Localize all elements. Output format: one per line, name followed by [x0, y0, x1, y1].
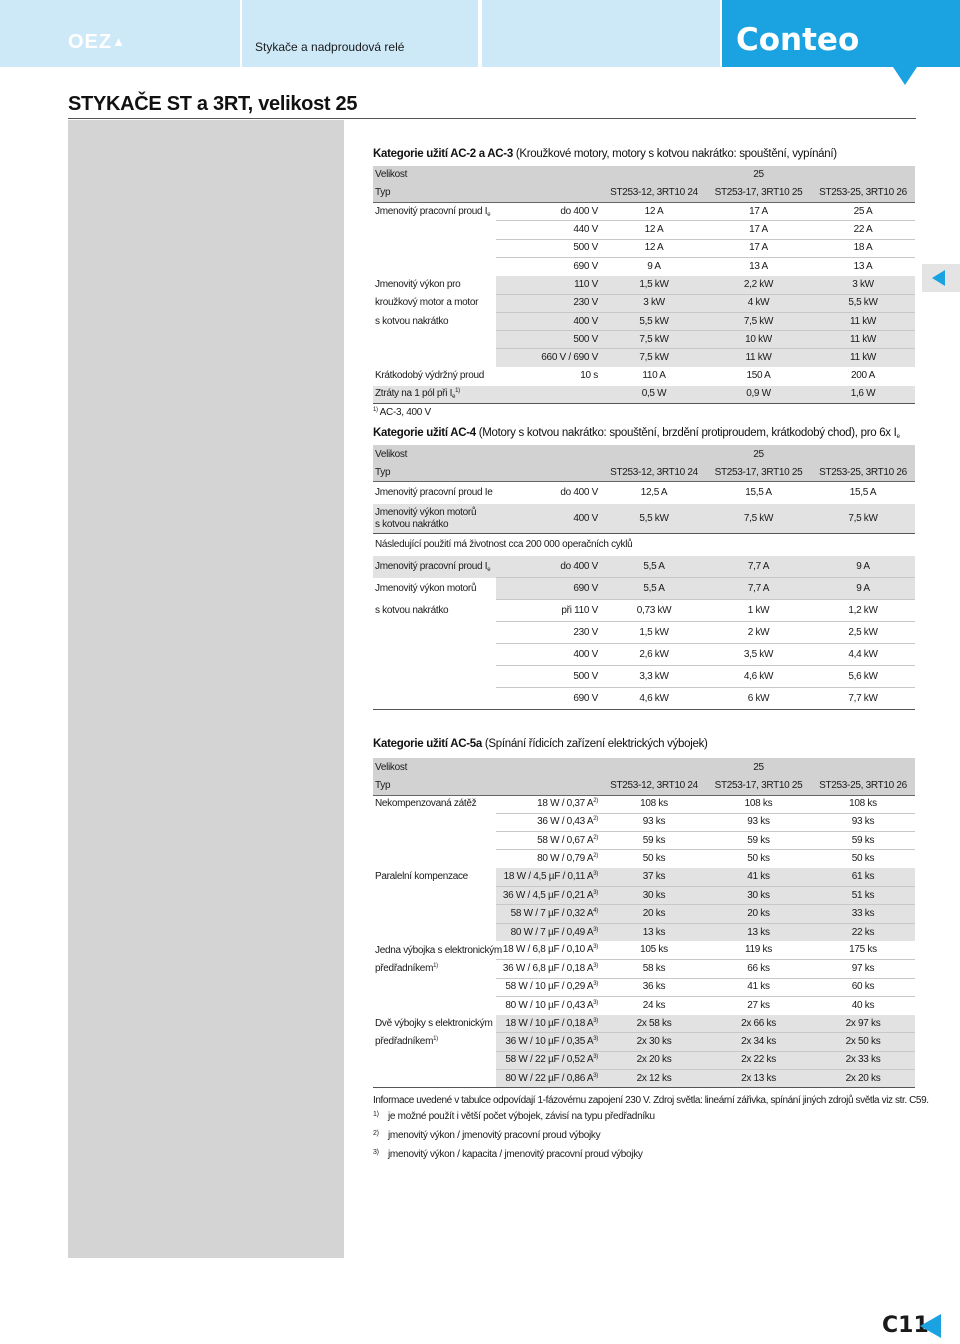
table-row: Jmenovitý výkon motorů 690 V 5,5 A 7,7 A 9 A: [373, 578, 915, 600]
table-row: 58 W / 22 µF / 0,52 $A^{3)}$ 2x 20 ks 2x 22 ks 2x 33 ks: [373, 1051, 915, 1069]
table-row: Jmenovitý výkon pro 110 V 1,5 kW 2,2 kW 3 kW: [373, 276, 915, 294]
ac5a-section-title: Kategorie užití AC-5a (Spínání řídicích zařízení elektrických výbojek): [373, 738, 708, 751]
life-note-row: Následující použití má životnost cca 200 000 operačních cyklů: [375, 539, 633, 551]
title-divider: [68, 118, 916, 119]
ac23-type-row: Typ ST253-12, 3RT10 24 ST253-17, 3RT10 25 ST253-25, 3RT10 26: [373, 184, 915, 202]
table-row: 80 W / 7 µF / 0,49 $A^{3)}$ 13 ks 13 ks 22 ks: [373, 923, 915, 941]
ac5a-type-row: Typ ST253-12, 3RT10 24 ST253-17, 3RT10 25 ST253-25, 3RT10 26: [373, 777, 915, 795]
table-row: 230 V 1,5 kW 2 kW 2,5 kW: [373, 622, 915, 644]
table-row: 58 W / 0,67 $A^{2)}$ 59 ks 59 ks 59 ks: [373, 832, 915, 850]
table-row: Dvě výbojky s elektronickým 18 W / 10 µF / 0,18 $A^{3)}$ 2x 58 ks 2x 66 ks 2x 97 ks: [373, 1015, 915, 1033]
left-image-panel: [68, 120, 344, 1258]
footnote-1: 1) je možné použít i větší počet výbojek, závisí na typu předřadníku: [373, 1111, 655, 1123]
page-title: STYKAČE ST a 3RT, velikost 25: [68, 93, 358, 115]
table-row: s kotvou nakrátko 400 V 5,5 kW 7,5 kW 11 kW: [373, 312, 915, 330]
table-row: předřadníkem$^{1)}$ 36 W / 6,8 µF / 0,18 $A^{3)}$ 58 ks 66 ks 97 ks: [373, 960, 915, 978]
logo-triangle-icon: ▲: [112, 34, 126, 49]
table-row: předřadníkem$^{1)}$ 36 W / 10 µF / 0,35 $A^{3)}$ 2x 30 ks 2x 34 ks 2x 50 ks: [373, 1033, 915, 1051]
oez-logo: OEZ▲: [68, 31, 126, 53]
page-back-arrow-icon[interactable]: [920, 1314, 941, 1338]
brand-down-arrow-icon: [893, 67, 917, 85]
table-row: 500 V 7,5 kW 10 kW 11 kW: [373, 331, 915, 349]
header-section-panel: [242, 0, 478, 67]
side-tab-left-arrow-icon[interactable]: [932, 270, 945, 286]
table-row: kroužkový motor a motor 230 V 3 kW 4 kW 5,5 kW: [373, 294, 915, 312]
ac4-size-row: Velikost 25: [373, 445, 915, 463]
table-row: 58 W / 7 µF / 0,32 $A^{4)}$ 20 ks 20 ks 33 ks: [373, 905, 915, 923]
brand-name: Conteo: [736, 22, 860, 58]
table-row: Jmenovitý pracovní proud Ie do 400 V 12,5 A 15,5 A 15,5 A: [375, 487, 877, 499]
table-row: Jmenovitý pracovní proud $I_e$ do 400 V 5,5 A 7,7 A 9 A: [373, 556, 915, 578]
ac5a-info: Informace uvedené v tabulce odpovídají 1-fázovému zapojení 230 V. Zdroj světla: lineární zářivka, spínání jiných zdrojů světla viz str. C59.: [373, 1095, 929, 1107]
ac4-type-row: Typ ST253-12, 3RT10 24 ST253-17, 3RT10 25 ST253-25, 3RT10 26: [373, 464, 915, 482]
table-row: 500 V 12 A 17 A 18 A: [373, 239, 915, 257]
ac23-footnote: $^{1)}$ AC-3, 400 V: [373, 407, 431, 419]
header-spacer-panel: [482, 0, 720, 67]
ac4-table: [373, 445, 915, 710]
table-row: Jedna výbojka s elektronickým 18 W / 6,8 µF / 0,10 $A^{3)}$ 105 ks 119 ks 175 ks: [375, 944, 877, 956]
footnote-2: 2) jmenovitý výkon / jmenovitý pracovní proud výbojky: [373, 1130, 601, 1142]
ac5a-size-row: Velikost 25: [373, 758, 915, 776]
table-row: 80 W / 10 µF / 0,43 $A^{3)}$ 24 ks 27 ks 40 ks: [373, 996, 915, 1014]
ac23-table: [373, 166, 915, 404]
table-row: Ztráty na 1 pól při $I_e^{1)}$ 0,5 W 0,9 W 1,6 W: [373, 386, 915, 404]
footnote-3: 3) jmenovitý výkon / kapacita / jmenovitý pracovní proud výbojky: [373, 1149, 643, 1161]
ac23-section-title: Kategorie užití AC-2 a AC-3 (Kroužkové motory, motory s kotvou nakrátko: spouštění, vypínání): [373, 148, 837, 160]
table-row: 36 W / 0,43 $A^{2)}$ 93 ks 93 ks 93 ks: [373, 813, 915, 831]
table-row: Nekompenzovaná zátěž 18 W / 0,37 $A^{2)}$ 108 ks 108 ks 108 ks: [375, 798, 877, 810]
table-row: s kotvou nakrátko při 110 V 0,73 kW 1 kW 1,2 kW: [373, 600, 915, 622]
table-row: Paralelní kompenzace 18 W / 4,5 µF / 0,11 $A^{3)}$ 37 ks 41 ks 61 ks: [373, 868, 915, 886]
table-row: 400 V 2,6 kW 3,5 kW 4,4 kW: [373, 644, 915, 666]
page-number: C11: [882, 1313, 929, 1338]
table-row: 80 W / 0,79 $A^{2)}$ 50 ks 50 ks 50 ks: [373, 850, 915, 868]
table-row: Jmenovitý výkon motorů s kotvou nakrátko 400 V 5,5 kW 7,5 kW 7,5 kW: [373, 504, 915, 534]
content-column: [373, 146, 929, 1163]
table-row: Jmenovitý pracovní proud $I_e$ do 400 V 12 A 17 A 25 A: [375, 205, 873, 218]
table-row: 660 V / 690 V 7,5 kW 11 kW 11 kW: [373, 349, 915, 367]
ac5a-table: [373, 758, 915, 1088]
table-row: 80 W / 22 µF / 0,86 $A^{3)}$ 2x 12 ks 2x 13 ks 2x 20 ks: [373, 1070, 915, 1088]
section-title: Stykače a nadproudová relé: [255, 40, 405, 54]
table-row: 440 V 12 A 17 A 22 A: [373, 221, 915, 239]
ac4-section-title: Kategorie užití AC-4 (Motory s kotvou nakrátko: spouštění, brzdění protiproudem, krátkodobý chod), pro 6x $I_e$: [373, 427, 900, 441]
header-logo-panel: [0, 0, 240, 67]
table-row: 500 V 3,3 kW 4,6 kW 5,6 kW: [373, 666, 915, 688]
header-brand-panel: [722, 0, 960, 67]
table-row: 690 V 9 A 13 A 13 A: [373, 257, 915, 275]
table-row: 58 W / 10 µF / 0,29 $A^{3)}$ 36 ks 41 ks 60 ks: [373, 978, 915, 996]
table-row: 36 W / 4,5 µF / 0,21 $A^{3)}$ 30 ks 30 ks 51 ks: [373, 887, 915, 905]
ac23-size-row: Velikost 25: [373, 166, 915, 184]
table-row: 690 V 4,6 kW 6 kW 7,7 kW: [373, 688, 915, 710]
table-row: Krátkodobý výdržný proud 10 s 110 A 150 A 200 A: [375, 370, 876, 382]
